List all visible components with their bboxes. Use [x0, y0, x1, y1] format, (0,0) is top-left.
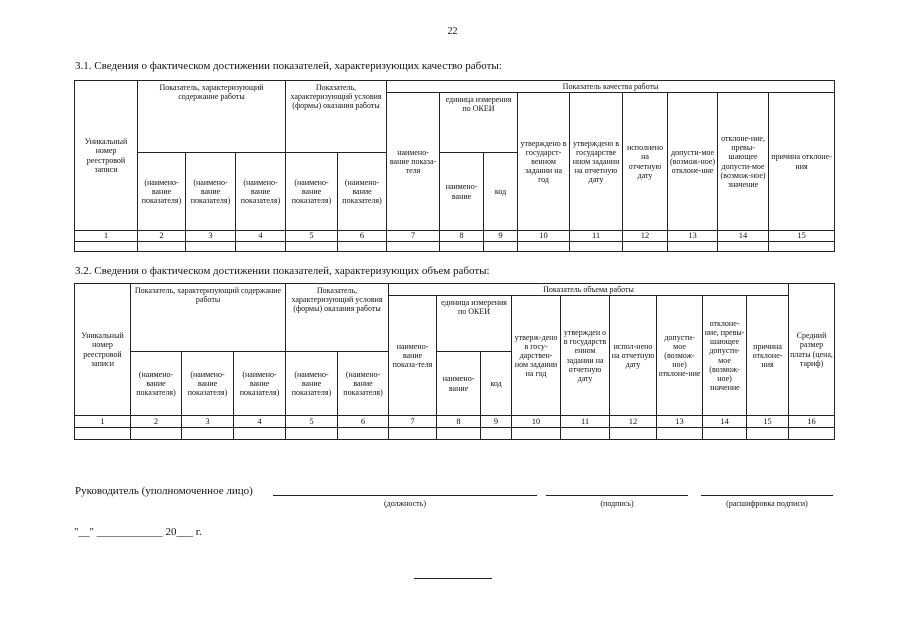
table-cell[interactable] [286, 242, 338, 252]
header-content-indicator: Показатель, характеризующий содержание работы [138, 81, 286, 153]
header-volume-indicator: Показатель объема работы [389, 284, 789, 296]
signature-label: Руководитель (уполномоченное лицо) [75, 485, 253, 497]
header-sub-indicator: (наимено-вание показателя) [338, 352, 389, 416]
column-number: 8 [440, 231, 484, 242]
column-number: 15 [747, 416, 789, 428]
column-number: 12 [610, 416, 657, 428]
table-cell[interactable] [338, 242, 387, 252]
header-done: исполнено на отчетную дату [623, 93, 668, 231]
table-cell[interactable] [623, 242, 668, 252]
table-cell[interactable] [387, 242, 440, 252]
column-number: 8 [437, 416, 481, 428]
column-number: 6 [338, 416, 389, 428]
header-deviation-reason: причина отклоне-ния [769, 93, 835, 231]
header-indicator-name: наимено-вание показа-теля [389, 296, 437, 416]
header-deviation-reason: причина отклоне-ния [747, 296, 789, 416]
header-unit-okei: единица измерения по ОКЕИ [440, 93, 518, 153]
header-allowed-deviation: допусти-мое (возмож-ное) отклоне-ние [657, 296, 703, 416]
column-number: 10 [512, 416, 561, 428]
signature-line[interactable] [546, 495, 688, 496]
table-cell[interactable] [657, 428, 703, 440]
column-number: 5 [286, 416, 338, 428]
table-cell[interactable] [389, 428, 437, 440]
table-cell[interactable] [236, 242, 286, 252]
column-number: 12 [623, 231, 668, 242]
section-2-title: 3.2. Сведения о фактическом достижении показателей, характеризующих объем работы: [75, 265, 490, 277]
column-number: 11 [561, 416, 610, 428]
column-number: 3 [182, 416, 234, 428]
header-unique-number: Уникальный номер реестровой записи [75, 284, 131, 416]
table-cell[interactable] [769, 242, 835, 252]
position-caption: (должность) [384, 499, 426, 508]
header-unit-code: код [481, 352, 512, 416]
table-cell[interactable] [440, 242, 484, 252]
footer-separator [414, 578, 492, 579]
date-line[interactable]: "__" ____________ 20___ г. [74, 526, 202, 538]
column-number: 2 [138, 231, 186, 242]
table-cell[interactable] [747, 428, 789, 440]
column-number: 14 [703, 416, 747, 428]
header-unit-code: код [484, 153, 518, 231]
column-number: 9 [484, 231, 518, 242]
header-approved-date: утверждено в государстве нном задании на отчетную дату [570, 93, 623, 231]
table-cell[interactable] [484, 242, 518, 252]
column-number: 13 [657, 416, 703, 428]
header-approved-date: утвержден о в государств енном задании на отчетную дату [561, 296, 610, 416]
column-number: 6 [338, 231, 387, 242]
header-conditions-indicator: Показатель, характеризующий условия (формы) оказания работы [286, 284, 389, 352]
header-allowed-deviation: допусти-мое (возмож-ное) отклоне-ние [668, 93, 718, 231]
section-1-title: 3.1. Сведения о фактическом достижении показателей, характеризующих качество работы: [75, 60, 502, 72]
table-cell[interactable] [131, 428, 182, 440]
table-cell[interactable] [437, 428, 481, 440]
header-sub-indicator: (наимено-вание показателя) [234, 352, 286, 416]
table-cell[interactable] [570, 242, 623, 252]
column-number: 4 [234, 416, 286, 428]
header-unit-okei: единица измерения по ОКЕИ [437, 296, 512, 352]
table-cell[interactable] [138, 242, 186, 252]
header-sub-indicator: (наимено-вание показателя) [338, 153, 387, 231]
page-number: 22 [447, 26, 458, 37]
column-number: 13 [668, 231, 718, 242]
table-cell[interactable] [481, 428, 512, 440]
header-unit-name: наимено-вание [440, 153, 484, 231]
table-cell[interactable] [703, 428, 747, 440]
header-sub-indicator: (наимено-вание показателя) [286, 352, 338, 416]
column-number: 2 [131, 416, 182, 428]
column-number: 7 [387, 231, 440, 242]
table-cell[interactable] [789, 428, 835, 440]
header-sub-indicator: (наимено-вание показателя) [236, 153, 286, 231]
table-cell[interactable] [75, 242, 138, 252]
table-cell[interactable] [186, 242, 236, 252]
volume-table [74, 283, 835, 440]
header-sub-indicator: (наимено-вание показателя) [131, 352, 182, 416]
table-row [75, 242, 835, 252]
header-exceed-deviation: отклоне-ние, превы-шающее допусти-мое (возмож-ное) значение [718, 93, 769, 231]
header-approved-year: утверждено в государст-венном задании на год [518, 93, 570, 231]
table-cell[interactable] [512, 428, 561, 440]
column-number: 10 [518, 231, 570, 242]
table-row [75, 428, 835, 440]
table-cell[interactable] [668, 242, 718, 252]
quality-table [74, 80, 835, 252]
table-cell[interactable] [75, 428, 131, 440]
table-cell[interactable] [338, 428, 389, 440]
header-exceed-deviation: отклоне-ние, превы-шающее допусти-мое (возмож-ное) значение [703, 296, 747, 416]
column-number: 3 [186, 231, 236, 242]
table-cell[interactable] [182, 428, 234, 440]
header-approved-year: утверж-дено в госу-дарствен-ном задании на год [512, 296, 561, 416]
decode-line[interactable] [701, 495, 833, 496]
decode-caption: (расшифровка подписи) [726, 499, 808, 508]
header-conditions-indicator: Показатель, характеризующий условия (формы) оказания работы [286, 81, 387, 153]
column-number: 9 [481, 416, 512, 428]
column-number: 4 [236, 231, 286, 242]
header-average-fee: Средний размер платы (цена, тариф) [789, 284, 835, 416]
column-number: 7 [389, 416, 437, 428]
header-indicator-name: наимено-вание показа-теля [387, 93, 440, 231]
table-cell[interactable] [286, 428, 338, 440]
header-sub-indicator: (наимено-вание показателя) [186, 153, 236, 231]
table-cell[interactable] [561, 428, 610, 440]
column-number: 5 [286, 231, 338, 242]
column-number: 15 [769, 231, 835, 242]
header-sub-indicator: (наимено-вание показателя) [286, 153, 338, 231]
header-unit-name: наимено-вание [437, 352, 481, 416]
column-number: 14 [718, 231, 769, 242]
table-cell[interactable] [718, 242, 769, 252]
header-sub-indicator: (наимено-вание показателя) [182, 352, 234, 416]
header-quality-indicator: Показатель качества работы [387, 81, 835, 93]
header-done: испол-нено на отчетную дату [610, 296, 657, 416]
column-number: 16 [789, 416, 835, 428]
signature-caption: (подпись) [600, 499, 634, 508]
column-number: 1 [75, 231, 138, 242]
table-cell[interactable] [234, 428, 286, 440]
table-cell[interactable] [518, 242, 570, 252]
column-number: 1 [75, 416, 131, 428]
table-cell[interactable] [610, 428, 657, 440]
column-number: 11 [570, 231, 623, 242]
header-content-indicator: Показатель, характеризующий содержание работы [131, 284, 286, 352]
header-sub-indicator: (наимено-вание показателя) [138, 153, 186, 231]
header-unique-number: Уникальный номер реестровой записи [75, 81, 138, 231]
position-line[interactable] [273, 495, 537, 496]
